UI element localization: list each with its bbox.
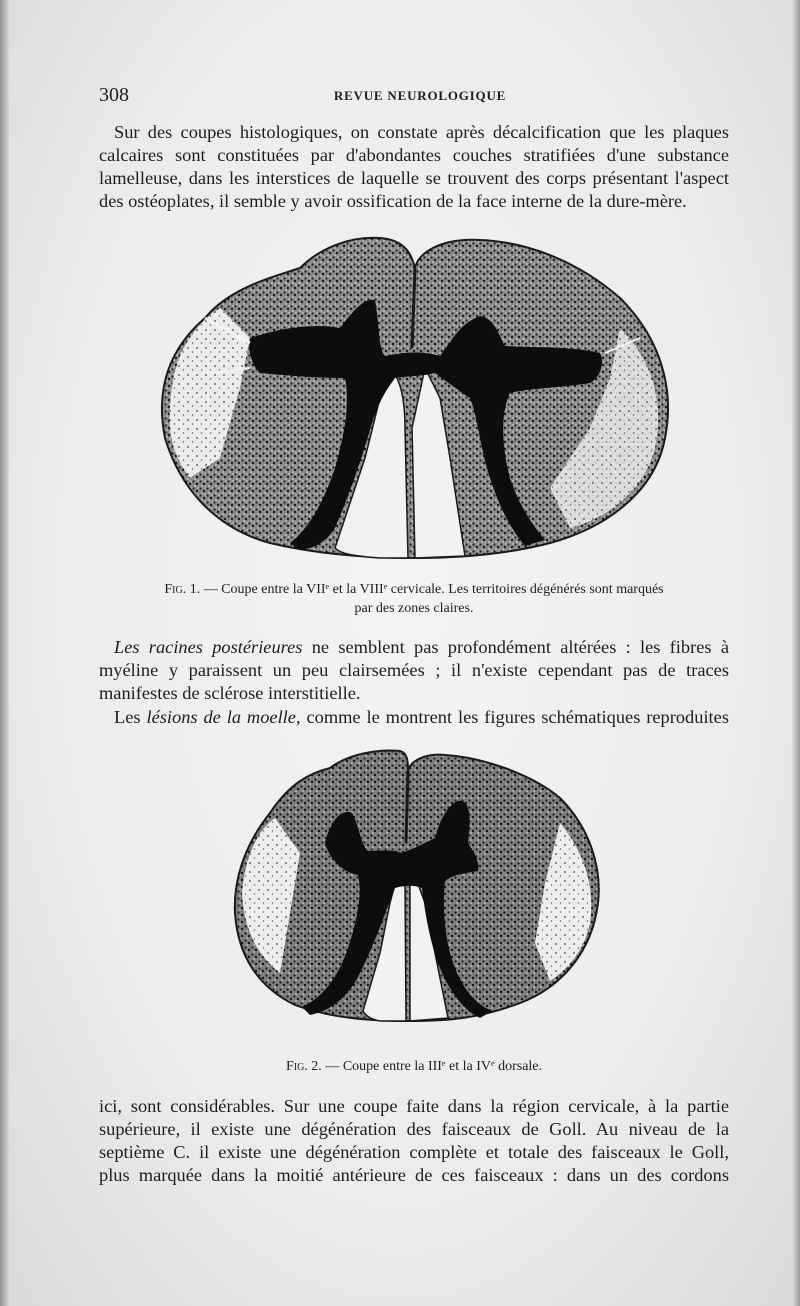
paragraph-line: ici, sont considérables. Sur une coupe faite dans la région cervicale, à la partie bbox=[99, 1096, 729, 1116]
paragraph-3 bbox=[99, 706, 729, 729]
anterior-fissure bbox=[406, 771, 408, 843]
paragraph-line: manifestes de sclérose interstitielle. bbox=[99, 683, 361, 703]
paragraph-2 bbox=[99, 636, 729, 705]
italic-term: Les racines postérieures bbox=[114, 637, 303, 657]
paragraph-line: myéline y paraissent un peu clairsemées ; il n'existe cependant pas de traces bbox=[99, 660, 729, 680]
paragraph-4 bbox=[99, 1095, 729, 1187]
paragraph-line: plus marquée dans la moitié antérieure de ces faisceaux : dans un des cordons bbox=[99, 1165, 729, 1185]
paragraph-line: lamelleuse, dans les interstices de laquelle se trouvent des corps présentant l'aspect bbox=[99, 168, 729, 188]
running-head: REVUE NEUROLOGIQUE bbox=[333, 88, 507, 103]
paragraph-1 bbox=[99, 121, 729, 213]
paragraph-line: septième C. il existe une dégénération complète et totale des faisceaux le Goll, bbox=[99, 1142, 729, 1162]
paragraph-line: Sur des coupes histologiques, on constate après décalcification que les plaques bbox=[114, 122, 729, 142]
paragraph-line bbox=[99, 636, 729, 659]
figure-2-caption bbox=[99, 1057, 729, 1076]
figure-1-spinal-cord-section bbox=[150, 228, 680, 570]
figure-2-spinal-cord-section bbox=[230, 743, 610, 1048]
paragraph-line bbox=[99, 706, 729, 729]
paragraph-line: des ostéoplates, il semble y avoir ossification de la face interne de la dure-mère. bbox=[99, 191, 687, 211]
figure-1-caption bbox=[99, 580, 729, 618]
text-run: ne semblent pas profondément altérées : les fibres à bbox=[302, 637, 729, 657]
figure-1-caption-text-2: par des zones claires. bbox=[354, 601, 474, 616]
page-number: 308 bbox=[99, 84, 129, 106]
paragraph-line: calcaires sont constituées par d'abondantes couches stratifiées d'une substance bbox=[99, 145, 729, 165]
figure-1-caption-text: — Coupe entre la VIIᵉ et la VIIIᵉ cervicale. Les territoires dégénérés sont marqués bbox=[203, 582, 664, 597]
page-edge-right bbox=[792, 0, 800, 1306]
paragraph-line: supérieure, il existe une dégénération des faisceaux de Goll. Au niveau de la bbox=[99, 1119, 729, 1139]
text-run: , comme le montrent les figures schématiques reproduites bbox=[295, 707, 729, 727]
figure-2-label: Fig. 2. bbox=[285, 1059, 322, 1074]
text-run: Les bbox=[114, 707, 147, 727]
figure-2-caption-text: — Coupe entre la IIIᵉ et la IVᵉ dorsale. bbox=[325, 1059, 543, 1074]
italic-term: lésions de la moelle bbox=[146, 707, 296, 727]
figure-1-label: Fig. 1. bbox=[164, 582, 201, 597]
page-edge-left bbox=[0, 0, 9, 1306]
